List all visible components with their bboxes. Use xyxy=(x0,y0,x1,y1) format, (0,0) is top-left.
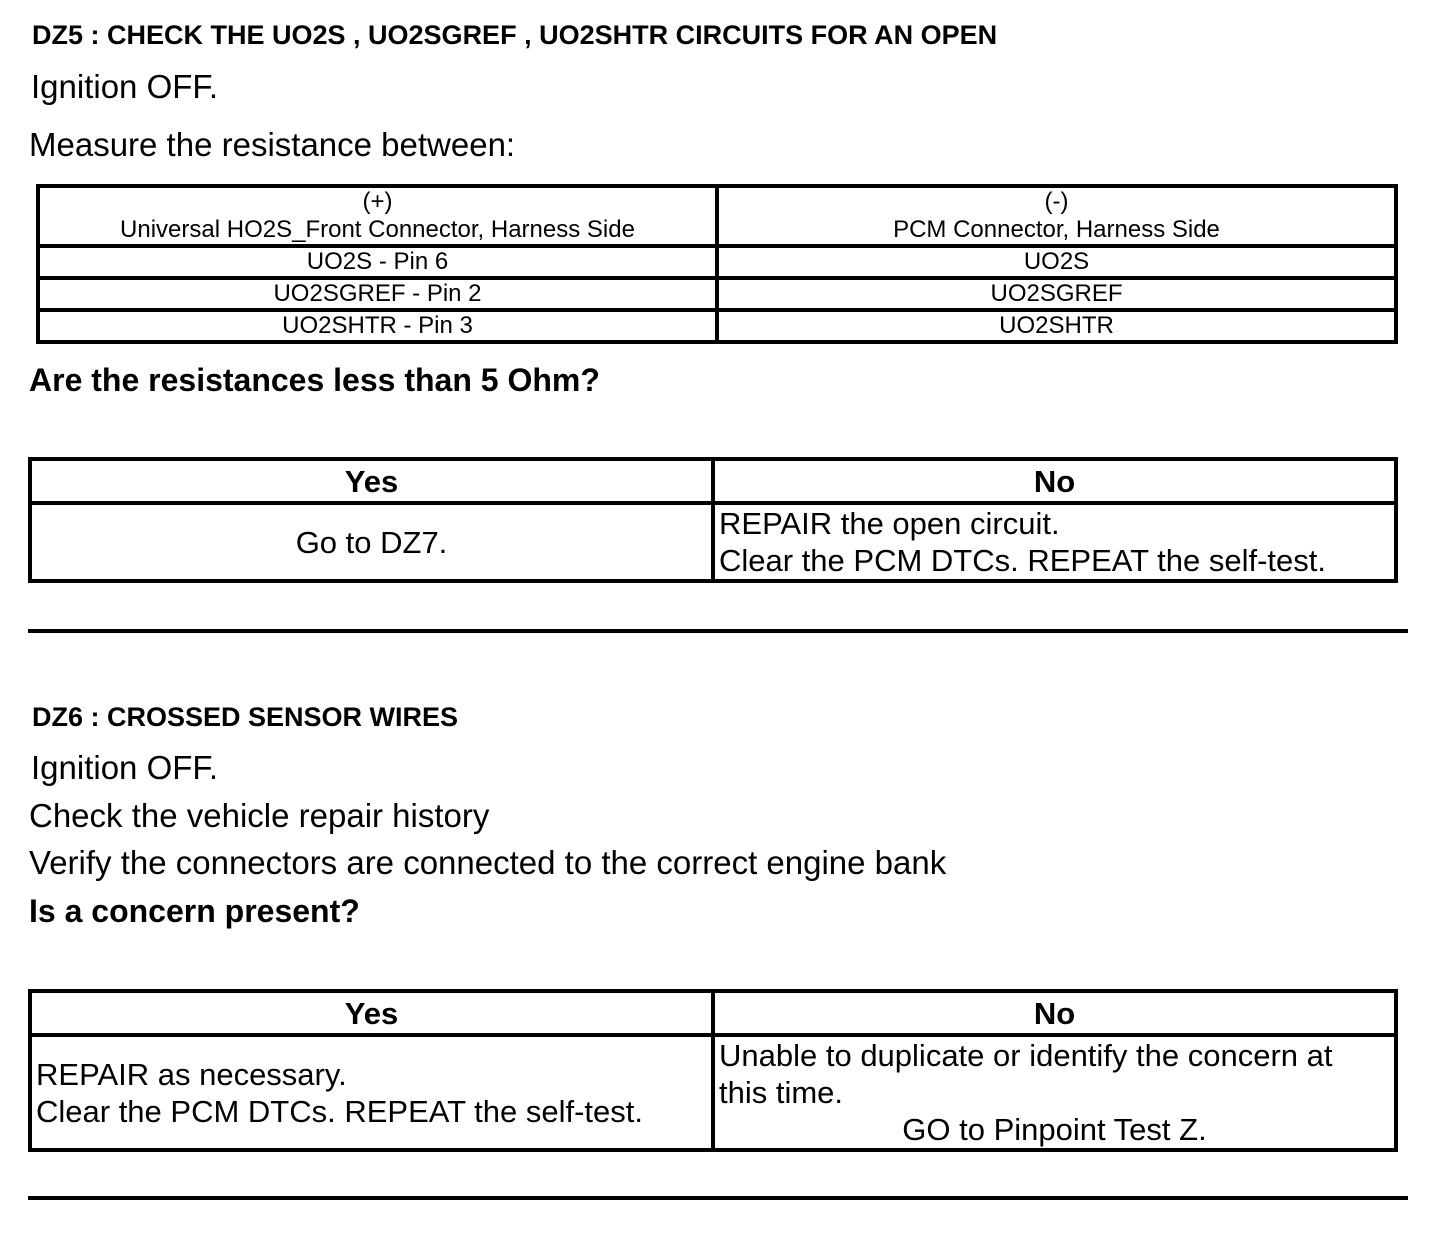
pos-header-cell xyxy=(38,186,717,246)
yes-header: Yes xyxy=(30,991,713,1035)
table-row xyxy=(38,278,1396,310)
dz5-measure-text: Measure the resistance between: xyxy=(29,126,516,163)
yes-cell: Go to DZ7. xyxy=(30,503,713,581)
pos-label: Universal HO2S_Front Connector, Harness Side xyxy=(120,216,635,243)
table-row xyxy=(38,310,1396,342)
dz6-verify-text: Verify the connectors are connected to the correct engine bank xyxy=(29,844,947,881)
yes-cell xyxy=(30,1035,713,1150)
neg-cell: UO2SHTR xyxy=(717,310,1396,342)
no-header: No xyxy=(713,459,1396,503)
neg-cell: UO2S xyxy=(717,246,1396,278)
no-header: No xyxy=(713,991,1396,1035)
no-cell xyxy=(713,1035,1396,1150)
table-row xyxy=(38,246,1396,278)
dz5-result-table xyxy=(28,457,1398,583)
dz6-heading: DZ6 : CROSSED SENSOR WIRES xyxy=(32,702,459,732)
neg-sign: (-) xyxy=(1044,188,1069,215)
pos-sign: (+) xyxy=(362,188,393,215)
no-line: this time. xyxy=(719,1075,844,1110)
no-line: REPAIR the open circuit. xyxy=(719,506,1060,541)
pos-cell: UO2S - Pin 6 xyxy=(38,246,717,278)
dz6-ignition-text: Ignition OFF. xyxy=(31,749,219,786)
no-cell xyxy=(713,503,1396,581)
dz6-check-text: Check the vehicle repair history xyxy=(29,797,490,834)
no-line: Unable to duplicate or identify the concern at xyxy=(719,1038,1333,1073)
yes-header: Yes xyxy=(30,459,713,503)
pos-cell: UO2SHTR - Pin 3 xyxy=(38,310,717,342)
section-divider xyxy=(28,629,1408,633)
dz5-heading: DZ5 : CHECK THE UO2S , UO2SGREF , UO2SHTR CIRCUITS FOR AN OPEN xyxy=(32,20,998,50)
dz6-result-table xyxy=(28,989,1398,1152)
neg-header-cell xyxy=(717,186,1396,246)
dz5-ignition-text: Ignition OFF. xyxy=(31,68,219,105)
yes-line: REPAIR as necessary. xyxy=(36,1056,347,1092)
no-line: Clear the PCM DTCs. REPEAT the self-test. xyxy=(719,543,1326,578)
neg-cell: UO2SGREF xyxy=(717,278,1396,310)
neg-label: PCM Connector, Harness Side xyxy=(893,216,1220,243)
no-line: GO to Pinpoint Test Z. xyxy=(902,1112,1207,1147)
dz5-measurement-table xyxy=(36,184,1398,344)
pos-cell: UO2SGREF - Pin 2 xyxy=(38,278,717,310)
section-divider xyxy=(28,1196,1408,1200)
yes-line: Clear the PCM DTCs. REPEAT the self-test. xyxy=(36,1093,643,1129)
dz6-question: Is a concern present? xyxy=(29,893,360,929)
dz5-question: Are the resistances less than 5 Ohm? xyxy=(29,362,600,398)
